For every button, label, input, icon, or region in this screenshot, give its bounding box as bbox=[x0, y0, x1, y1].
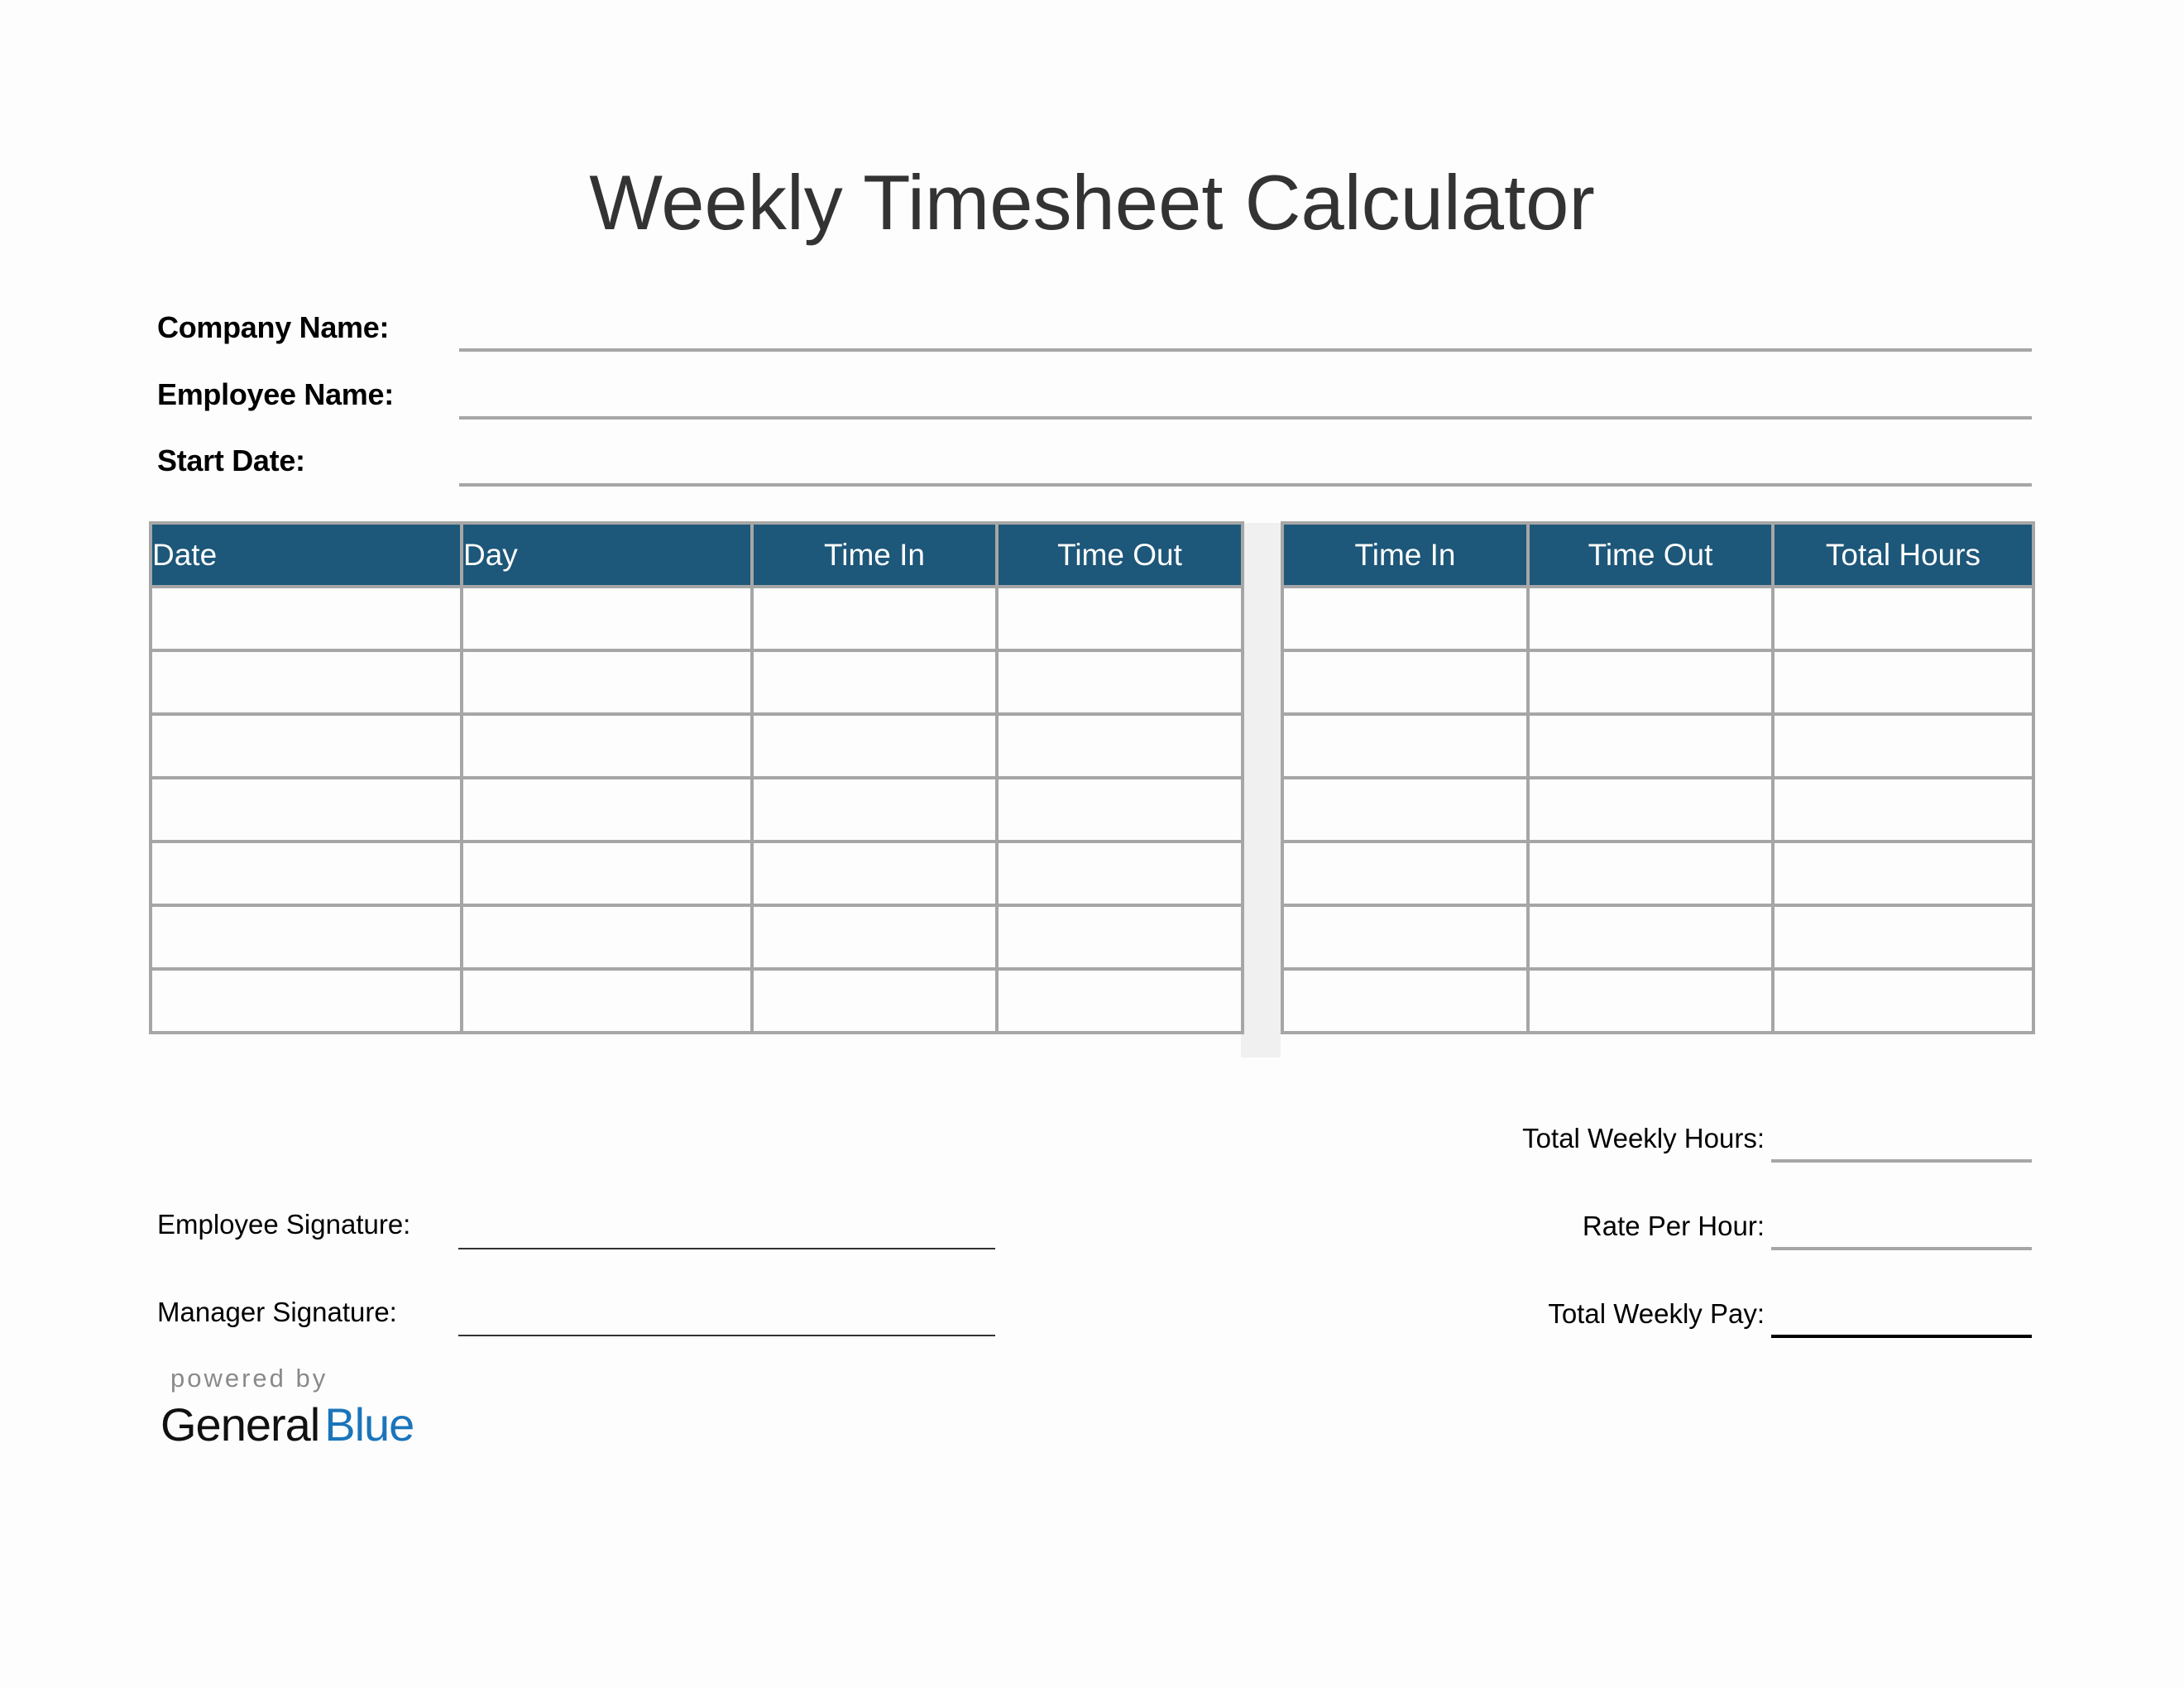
time-in-cell[interactable] bbox=[1282, 714, 1528, 778]
time-in-cell[interactable] bbox=[752, 842, 997, 905]
page-title: Weekly Timesheet Calculator bbox=[589, 159, 1595, 246]
rate-per-hour-label: Rate Per Hour: bbox=[1582, 1211, 1765, 1241]
employee-name-label: Employee Name: bbox=[157, 377, 394, 411]
date-cell[interactable] bbox=[151, 650, 462, 714]
brand-blue: Blue bbox=[324, 1398, 414, 1451]
rate-per-hour-field[interactable] bbox=[1771, 1247, 2032, 1250]
generalblue-logo bbox=[160, 1398, 414, 1451]
table-row bbox=[1282, 587, 2033, 650]
time-in-cell[interactable] bbox=[1282, 905, 1528, 969]
column-header-time-out-2: Time Out bbox=[1528, 523, 1773, 587]
column-header-total-hours: Total Hours bbox=[1773, 523, 2033, 587]
time-out-cell[interactable] bbox=[1528, 905, 1773, 969]
time-out-cell[interactable] bbox=[1528, 778, 1773, 842]
manager-signature-field[interactable] bbox=[458, 1335, 995, 1336]
table-gap bbox=[1241, 523, 1281, 1057]
time-in-cell[interactable] bbox=[752, 587, 997, 650]
date-cell[interactable] bbox=[151, 905, 462, 969]
timesheet-table-left bbox=[149, 521, 1244, 1034]
company-name-label: Company Name: bbox=[157, 310, 390, 344]
total-hours-cell[interactable] bbox=[1773, 905, 2033, 969]
day-cell[interactable] bbox=[462, 778, 752, 842]
time-in-cell[interactable] bbox=[752, 650, 997, 714]
day-cell[interactable] bbox=[462, 587, 752, 650]
table-row bbox=[1282, 842, 2033, 905]
date-cell[interactable] bbox=[151, 842, 462, 905]
table-row bbox=[151, 969, 1243, 1033]
column-header-date: Date bbox=[151, 523, 462, 587]
day-cell[interactable] bbox=[462, 714, 752, 778]
table-row bbox=[1282, 778, 2033, 842]
time-out-cell[interactable] bbox=[1528, 842, 1773, 905]
time-out-cell[interactable] bbox=[997, 969, 1243, 1033]
table-row bbox=[1282, 650, 2033, 714]
table-row bbox=[151, 905, 1243, 969]
column-header-time-in: Time In bbox=[752, 523, 997, 587]
table-row bbox=[1282, 905, 2033, 969]
time-in-cell[interactable] bbox=[752, 969, 997, 1033]
total-weekly-hours-field[interactable] bbox=[1771, 1159, 2032, 1163]
column-header-time-in-2: Time In bbox=[1282, 523, 1528, 587]
table-header-row bbox=[151, 523, 1243, 587]
table-row bbox=[151, 714, 1243, 778]
total-weekly-pay-field[interactable] bbox=[1771, 1335, 2032, 1338]
time-out-cell[interactable] bbox=[1528, 969, 1773, 1033]
table-row bbox=[151, 778, 1243, 842]
total-hours-cell[interactable] bbox=[1773, 842, 2033, 905]
date-cell[interactable] bbox=[151, 969, 462, 1033]
time-out-cell[interactable] bbox=[997, 778, 1243, 842]
timesheet-table-right bbox=[1281, 521, 2035, 1034]
date-cell[interactable] bbox=[151, 714, 462, 778]
time-in-cell[interactable] bbox=[752, 778, 997, 842]
company-name-field[interactable] bbox=[459, 348, 2032, 352]
brand-general: General bbox=[160, 1398, 320, 1451]
time-out-cell[interactable] bbox=[1528, 587, 1773, 650]
day-cell[interactable] bbox=[462, 842, 752, 905]
powered-by-text: powered by bbox=[170, 1364, 328, 1393]
column-header-time-out: Time Out bbox=[997, 523, 1243, 587]
time-in-cell[interactable] bbox=[752, 905, 997, 969]
time-out-cell[interactable] bbox=[997, 714, 1243, 778]
time-in-cell[interactable] bbox=[1282, 650, 1528, 714]
time-out-cell[interactable] bbox=[1528, 650, 1773, 714]
day-cell[interactable] bbox=[462, 650, 752, 714]
time-out-cell[interactable] bbox=[997, 587, 1243, 650]
time-in-cell[interactable] bbox=[1282, 842, 1528, 905]
time-in-cell[interactable] bbox=[1282, 969, 1528, 1033]
table-row bbox=[1282, 714, 2033, 778]
start-date-label: Start Date: bbox=[157, 444, 305, 477]
time-out-cell[interactable] bbox=[997, 650, 1243, 714]
time-out-cell[interactable] bbox=[997, 905, 1243, 969]
employee-name-field[interactable] bbox=[459, 416, 2032, 420]
day-cell[interactable] bbox=[462, 969, 752, 1033]
time-out-cell[interactable] bbox=[1528, 714, 1773, 778]
total-hours-cell[interactable] bbox=[1773, 778, 2033, 842]
time-out-cell[interactable] bbox=[997, 842, 1243, 905]
manager-signature-label: Manager Signature: bbox=[157, 1297, 397, 1327]
table-row bbox=[1282, 969, 2033, 1033]
time-in-cell[interactable] bbox=[1282, 778, 1528, 842]
total-hours-cell[interactable] bbox=[1773, 650, 2033, 714]
total-weekly-hours-label: Total Weekly Hours: bbox=[1522, 1123, 1765, 1153]
table-header-row bbox=[1282, 523, 2033, 587]
date-cell[interactable] bbox=[151, 778, 462, 842]
total-hours-cell[interactable] bbox=[1773, 969, 2033, 1033]
total-weekly-pay-label: Total Weekly Pay: bbox=[1548, 1298, 1765, 1329]
employee-signature-field[interactable] bbox=[458, 1248, 995, 1249]
table-row bbox=[151, 587, 1243, 650]
total-hours-cell[interactable] bbox=[1773, 714, 2033, 778]
time-in-cell[interactable] bbox=[752, 714, 997, 778]
employee-signature-label: Employee Signature: bbox=[157, 1209, 411, 1240]
table-row bbox=[151, 842, 1243, 905]
start-date-field[interactable] bbox=[459, 483, 2032, 487]
date-cell[interactable] bbox=[151, 587, 462, 650]
day-cell[interactable] bbox=[462, 905, 752, 969]
time-in-cell[interactable] bbox=[1282, 587, 1528, 650]
table-row bbox=[151, 650, 1243, 714]
column-header-day: Day bbox=[462, 523, 752, 587]
total-hours-cell[interactable] bbox=[1773, 587, 2033, 650]
